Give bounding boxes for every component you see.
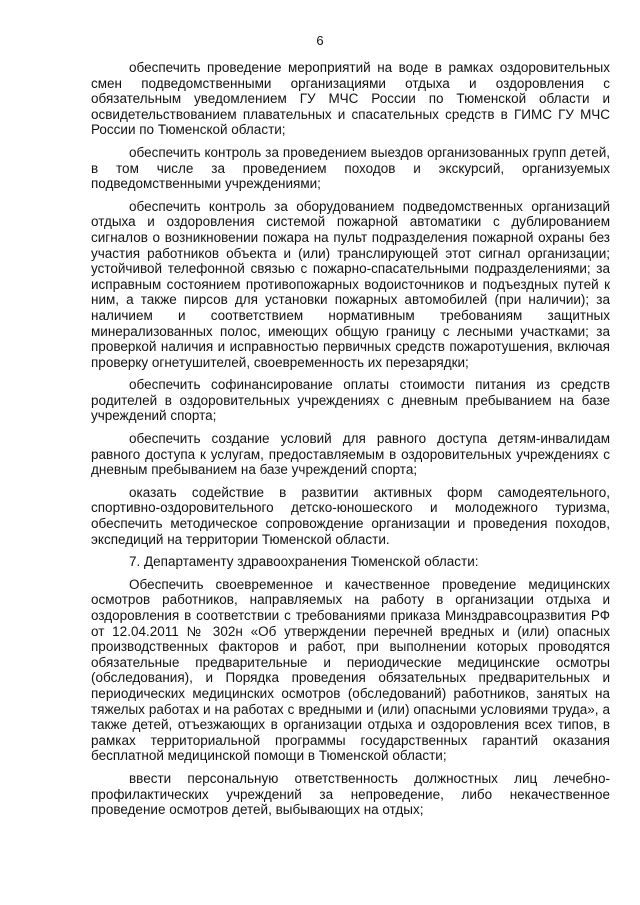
paragraph-group-trips-control: обеспечить контроль за проведением выездов организованных групп детей, в том числе за проведением походов и экскурсий, организуемых подведомственными учреждениями;	[91, 144, 610, 192]
paragraph-fire-safety-control: обеспечить контроль за оборудованием подведомственных организаций отдыха и оздоровления системой пожарной автоматики с дублированием сигналов о возникновении пожара на пульт подразделения пожарной охраны без участия работников объекта и (или) транслирующей этот сигнал организации; устойчивой телефонной связью с пожарно-спасательными подразделениями; за исправным состоянием противопожарных водоисточников и подъездных путей к ним, а также пирсов для установки пожарных автомобилей (при наличии); за наличием и соответствием нормативным требованиям защитных минерализованных полос, имеющих общую границу с лесными участками; за проверкой наличия и исправностью первичных средств пожаротушения, включая проверку огнетушителей, своевременность их перезарядки;	[91, 198, 610, 370]
page-number: 6	[316, 33, 324, 48]
paragraph-water-activities: обеспечить проведение мероприятий на воде в рамках оздоровительных смен подведомственными организациями отдыха и оздоровления с обязательным уведомлением ГУ МЧС России по Тюменской области и освидетельствованием плавательных и спасательных средств в ГИМС ГУ МЧС России по Тюменской области;	[91, 60, 610, 138]
section-heading-health-department: 7. Департаменту здравоохранения Тюменской области:	[129, 554, 479, 570]
paragraph-personal-responsibility: ввести персональную ответственность должностных лиц лечебно-профилактических учреждений за непроведение, либо некачественное проведение осмотров детей, выбывающих на отдых;	[91, 770, 610, 818]
paragraph-disabled-children-access: обеспечить создание условий для равного доступа детям-инвалидам равного доступа к услугам, предоставляемым в оздоровительных учреждениях с дневным пребыванием на базе учреждений спорта;	[91, 431, 610, 478]
paragraph-tourism-support: оказать содействие в развитии активных форм самодеятельного, спортивно-оздоровительного детско-юношеского и молодежного туризма, обеспечить методическое сопровождение организации и проведения походов, экспедиций на территории Тюменской области.	[91, 484, 610, 547]
paragraph-meal-cofinancing: обеспечить софинансирование оплаты стоимости питания из средств родителей в оздоровительных учреждениях с дневным пребыванием на базе учреждений спорта;	[91, 377, 610, 424]
document-body	[91, 60, 610, 825]
paragraph-medical-examinations: Обеспечить своевременное и качественное проведение медицинских осмотров работников, направляемых на работу в организации отдыха и оздоровления в соответствии с требованиями приказа Минздравсоцразвития РФ от 12.04.2011 № 302н «Об утверждении перечней вредных и (или) опасных производственных факторов и работ, при выполнении которых проводятся обязательные предварительные и периодические медицинские осмотры (обследования), и Порядка проведения обязательных предварительных и периодических медицинских осмотров (обследований) работников, занятых на тяжелых работах и на работах с вредными и (или) опасными условиями труда», а также детей, отъезжающих в организации отдыха и оздоровления всех типов, в рамках территориальной программы государственных гарантий оказания бесплатной медицинской помощи в Тюменской области;	[91, 576, 610, 764]
